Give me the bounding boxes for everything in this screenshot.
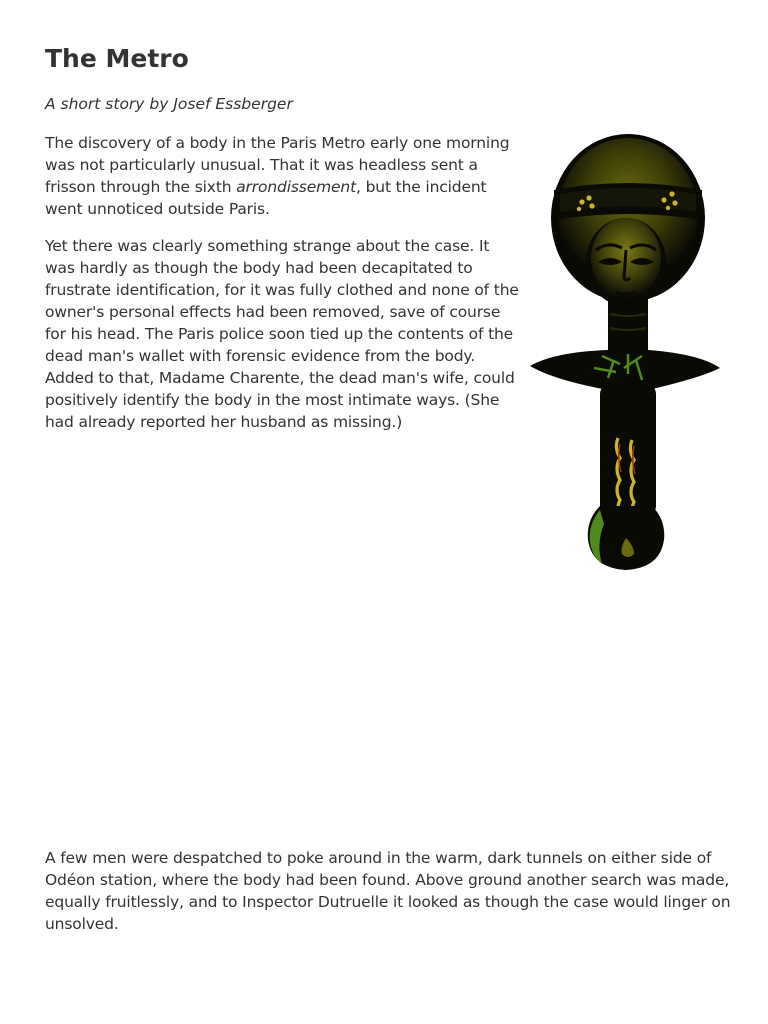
paragraph-1	[45, 132, 523, 220]
fertility-doll-illustration	[524, 128, 724, 574]
story-title: The Metro	[45, 44, 189, 73]
fertility-doll-icon	[524, 128, 724, 574]
paragraph-1-text-start: The discovery of a body in the Paris Metro early one morning was not particularly unusual. That it was headless sent a frisson through the sixth	[45, 134, 510, 196]
paragraph-1-emphasis: arrondissement	[236, 178, 357, 196]
story-byline: A short story by Josef Essberger	[45, 95, 293, 113]
paragraph-1-text-end: , but the incident went unnoticed outside Paris.	[45, 178, 487, 218]
paragraph-3: A few men were despatched to poke around in the warm, dark tunnels on either side of Odéon station, where the body had been found. Above ground another search was made, equally fruitlessly, and to Inspector Dutruelle it looked as though the case would linger on unsolved.	[45, 849, 731, 933]
paragraph-2: Yet there was clearly something strange about the case. It was hardly as though the body had been decapitated to frustrate identification, for it was fully clothed and none of the owner's personal effects had been removed, save of course for his head. The Paris police soon tied up the contents of the dead man's wallet with forensic evidence from the body. Added to that, Madame Charente, the dead man's wife, could positively identify the body in the most intimate ways. (She had already reported her husband as missing.)	[45, 237, 519, 431]
